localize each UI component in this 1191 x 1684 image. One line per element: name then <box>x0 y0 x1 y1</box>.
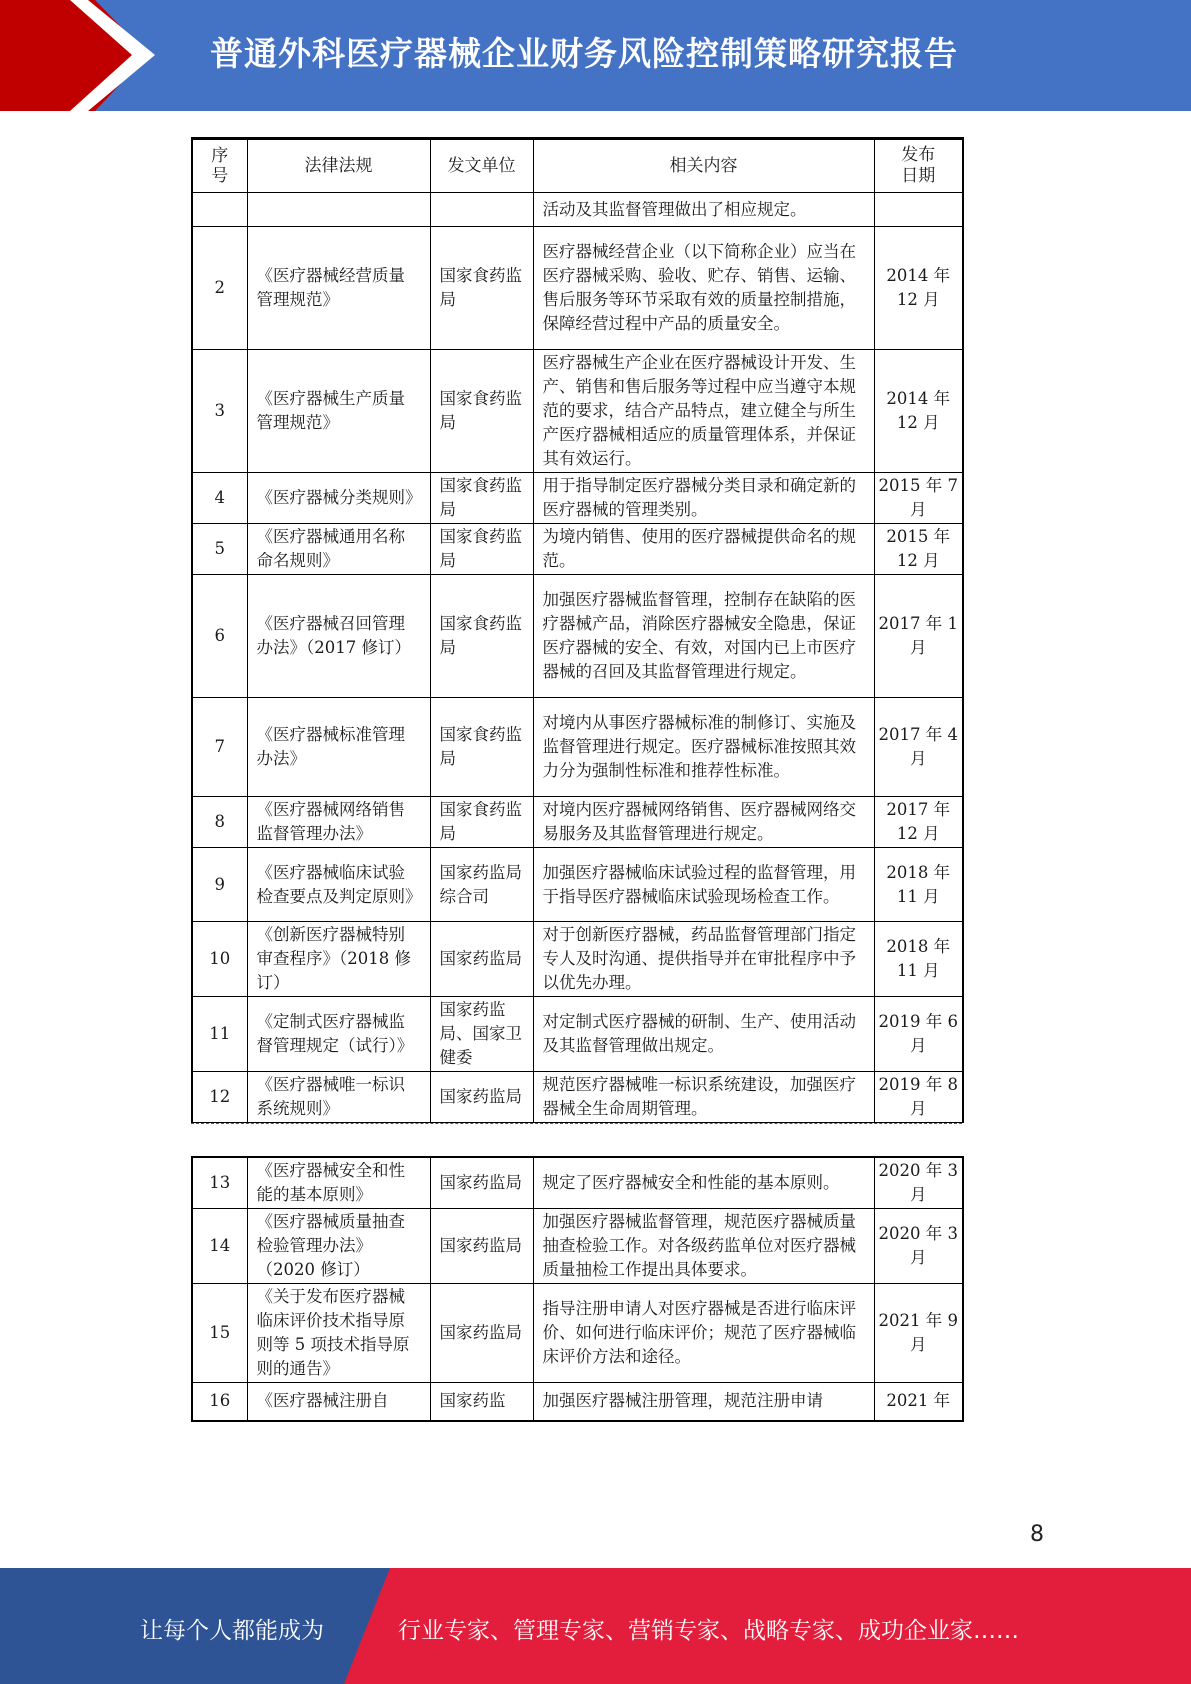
cell-no: 9 <box>192 848 247 922</box>
cell-issuer: 国家食药监局 <box>430 473 533 524</box>
cell-no: 12 <box>192 1072 247 1123</box>
cell-law: 《医疗器械标准管理办法》 <box>247 698 430 797</box>
page-number: 8 <box>1030 1522 1044 1547</box>
cell-content: 加强医疗器械临床试验过程的监督管理，用于指导医疗器械临床试验现场检查工作。 <box>533 848 874 922</box>
table-row <box>192 1157 963 1209</box>
cell-law <box>247 193 430 227</box>
cell-date: 2014 年 12 月 <box>874 227 963 350</box>
cell-issuer: 国家食药监局 <box>430 698 533 797</box>
table-row <box>192 1383 963 1421</box>
cell-date: 2020 年 3 月 <box>874 1157 963 1209</box>
cell-content: 对境内医疗器械网络销售、医疗器械网络交易服务及其监督管理进行规定。 <box>533 797 874 848</box>
header-law: 法律法规 <box>247 139 430 193</box>
cell-no: 2 <box>192 227 247 350</box>
cell-law: 《医疗器械安全和性能的基本原则》 <box>247 1157 430 1209</box>
cell-no: 6 <box>192 575 247 698</box>
cell-issuer: 国家药监局 <box>430 1157 533 1209</box>
table-row <box>192 227 963 350</box>
cell-law: 《医疗器械网络销售监督管理办法》 <box>247 797 430 848</box>
header-issuer: 发文单位 <box>430 139 533 193</box>
cell-content: 活动及其监督管理做出了相应规定。 <box>533 193 874 227</box>
cell-law: 《医疗器械唯一标识系统规则》 <box>247 1072 430 1123</box>
cell-content: 对境内从事医疗器械标准的制修订、实施及监督管理进行规定。医疗器械标准按照其效力分为强制性标准和推荐性标准。 <box>533 698 874 797</box>
cell-date: 2018 年 11 月 <box>874 922 963 997</box>
table-row <box>192 473 963 524</box>
table-row <box>192 848 963 922</box>
table-row <box>192 575 963 698</box>
cell-content: 医疗器械生产企业在医疗器械设计开发、生产、销售和售后服务等过程中应当遵守本规范的要求，结合产品特点，建立健全与所生产医疗器械相适应的质量管理体系，并保证其有效运行。 <box>533 350 874 473</box>
table-row <box>192 1072 963 1123</box>
table-row <box>192 698 963 797</box>
cell-no: 5 <box>192 524 247 575</box>
cell-date: 2021 年 9 月 <box>874 1284 963 1383</box>
regulations-table-part1 <box>191 137 964 1123</box>
cell-date: 2017 年 12 月 <box>874 797 963 848</box>
cell-law: 《医疗器械质量抽查检验管理办法》（2020 修订） <box>247 1209 430 1284</box>
cell-law: 《医疗器械经营质量管理规范》 <box>247 227 430 350</box>
cell-date: 2020 年 3 月 <box>874 1209 963 1284</box>
regulations-table-part2 <box>191 1156 964 1422</box>
cell-date: 2015 年 7 月 <box>874 473 963 524</box>
cell-no: 11 <box>192 997 247 1072</box>
cell-content: 为境内销售、使用的医疗器械提供命名的规范。 <box>533 524 874 575</box>
report-title: 普通外科医疗器械企业财务风险控制策略研究报告 <box>210 34 958 73</box>
cell-date: 2021 年 <box>874 1383 963 1421</box>
cell-law: 《医疗器械召回管理办法》（2017 修订） <box>247 575 430 698</box>
table-row <box>192 193 963 227</box>
cell-no: 8 <box>192 797 247 848</box>
cell-no <box>192 193 247 227</box>
cell-no: 13 <box>192 1157 247 1209</box>
cell-no: 16 <box>192 1383 247 1421</box>
page-cut-line <box>191 1120 962 1124</box>
cell-no: 4 <box>192 473 247 524</box>
cell-no: 15 <box>192 1284 247 1383</box>
cell-no: 10 <box>192 922 247 997</box>
cell-law: 《关于发布医疗器械临床评价技术指导原则等 5 项技术指导原则的通告》 <box>247 1284 430 1383</box>
cell-law: 《医疗器械生产质量管理规范》 <box>247 350 430 473</box>
cell-law: 《创新医疗器械特别审查程序》（2018 修订） <box>247 922 430 997</box>
cell-law: 《医疗器械分类规则》 <box>247 473 430 524</box>
table-row <box>192 997 963 1072</box>
cell-issuer: 国家药监局、国家卫健委 <box>430 997 533 1072</box>
cell-content: 加强医疗器械监督管理，控制存在缺陷的医疗器械产品，消除医疗器械安全隐患，保证医疗器械的安全、有效，对国内已上市医疗器械的召回及其监督管理进行规定。 <box>533 575 874 698</box>
cell-no: 14 <box>192 1209 247 1284</box>
cell-law: 《定制式医疗器械监督管理规定（试行）》 <box>247 997 430 1072</box>
cell-issuer: 国家食药监局 <box>430 227 533 350</box>
table-row <box>192 922 963 997</box>
cell-content: 加强医疗器械注册管理，规范注册申请 <box>533 1383 874 1421</box>
cell-date: 2019 年 6 月 <box>874 997 963 1072</box>
table-row <box>192 1284 963 1383</box>
cell-law: 《医疗器械临床试验检查要点及判定原则》 <box>247 848 430 922</box>
table-row <box>192 1209 963 1284</box>
cell-no: 7 <box>192 698 247 797</box>
cell-law: 《医疗器械注册自 <box>247 1383 430 1421</box>
cell-law: 《医疗器械通用名称命名规则》 <box>247 524 430 575</box>
cell-date: 2014 年 12 月 <box>874 350 963 473</box>
cell-content: 规定了医疗器械安全和性能的基本原则。 <box>533 1157 874 1209</box>
cell-content: 指导注册申请人对医疗器械是否进行临床评价、如何进行临床评价；规范了医疗器械临床评价方法和途径。 <box>533 1284 874 1383</box>
cell-content: 对于创新医疗器械，药品监督管理部门指定专人及时沟通、提供指导并在审批程序中予以优先办理。 <box>533 922 874 997</box>
table-row <box>192 797 963 848</box>
header-date: 发布日期 <box>874 139 963 193</box>
cell-date: 2017 年 4 月 <box>874 698 963 797</box>
cell-content: 对定制式医疗器械的研制、生产、使用活动及其监督管理做出规定。 <box>533 997 874 1072</box>
cell-date: 2018 年 11 月 <box>874 848 963 922</box>
table-header-row <box>192 139 963 193</box>
table-row <box>192 524 963 575</box>
footer-slogan-right: 行业专家、管理专家、营销专家、战略专家、成功企业家…… <box>398 1618 1019 1644</box>
cell-issuer: 国家药监局 <box>430 1284 533 1383</box>
cell-issuer: 国家药监局 <box>430 922 533 997</box>
cell-date: 2019 年 8 月 <box>874 1072 963 1123</box>
cell-content: 加强医疗器械监督管理，规范医疗器械质量抽查检验工作。对各级药监单位对医疗器械质量抽检工作提出具体要求。 <box>533 1209 874 1284</box>
cell-issuer: 国家药监 <box>430 1383 533 1421</box>
cell-issuer: 国家食药监局 <box>430 575 533 698</box>
cell-date <box>874 193 963 227</box>
cell-issuer: 国家食药监局 <box>430 797 533 848</box>
footer-slogan-left: 让每个人都能成为 <box>140 1618 324 1644</box>
cell-issuer: 国家药监局 <box>430 1072 533 1123</box>
cell-issuer: 国家药监局 <box>430 1209 533 1284</box>
cell-issuer <box>430 193 533 227</box>
cell-no: 3 <box>192 350 247 473</box>
cell-content: 用于指导制定医疗器械分类目录和确定新的医疗器械的管理类别。 <box>533 473 874 524</box>
table-row <box>192 350 963 473</box>
cell-issuer: 国家食药监局 <box>430 524 533 575</box>
cell-date: 2015 年 12 月 <box>874 524 963 575</box>
cell-issuer: 国家药监局综合司 <box>430 848 533 922</box>
header-no: 序号 <box>192 139 247 193</box>
cell-content: 医疗器械经营企业（以下简称企业）应当在医疗器械采购、验收、贮存、销售、运输、售后服务等环节采取有效的质量控制措施，保障经营过程中产品的质量安全。 <box>533 227 874 350</box>
cell-issuer: 国家食药监局 <box>430 350 533 473</box>
cell-date: 2017 年 1 月 <box>874 575 963 698</box>
header-content: 相关内容 <box>533 139 874 193</box>
cell-content: 规范医疗器械唯一标识系统建设，加强医疗器械全生命周期管理。 <box>533 1072 874 1123</box>
